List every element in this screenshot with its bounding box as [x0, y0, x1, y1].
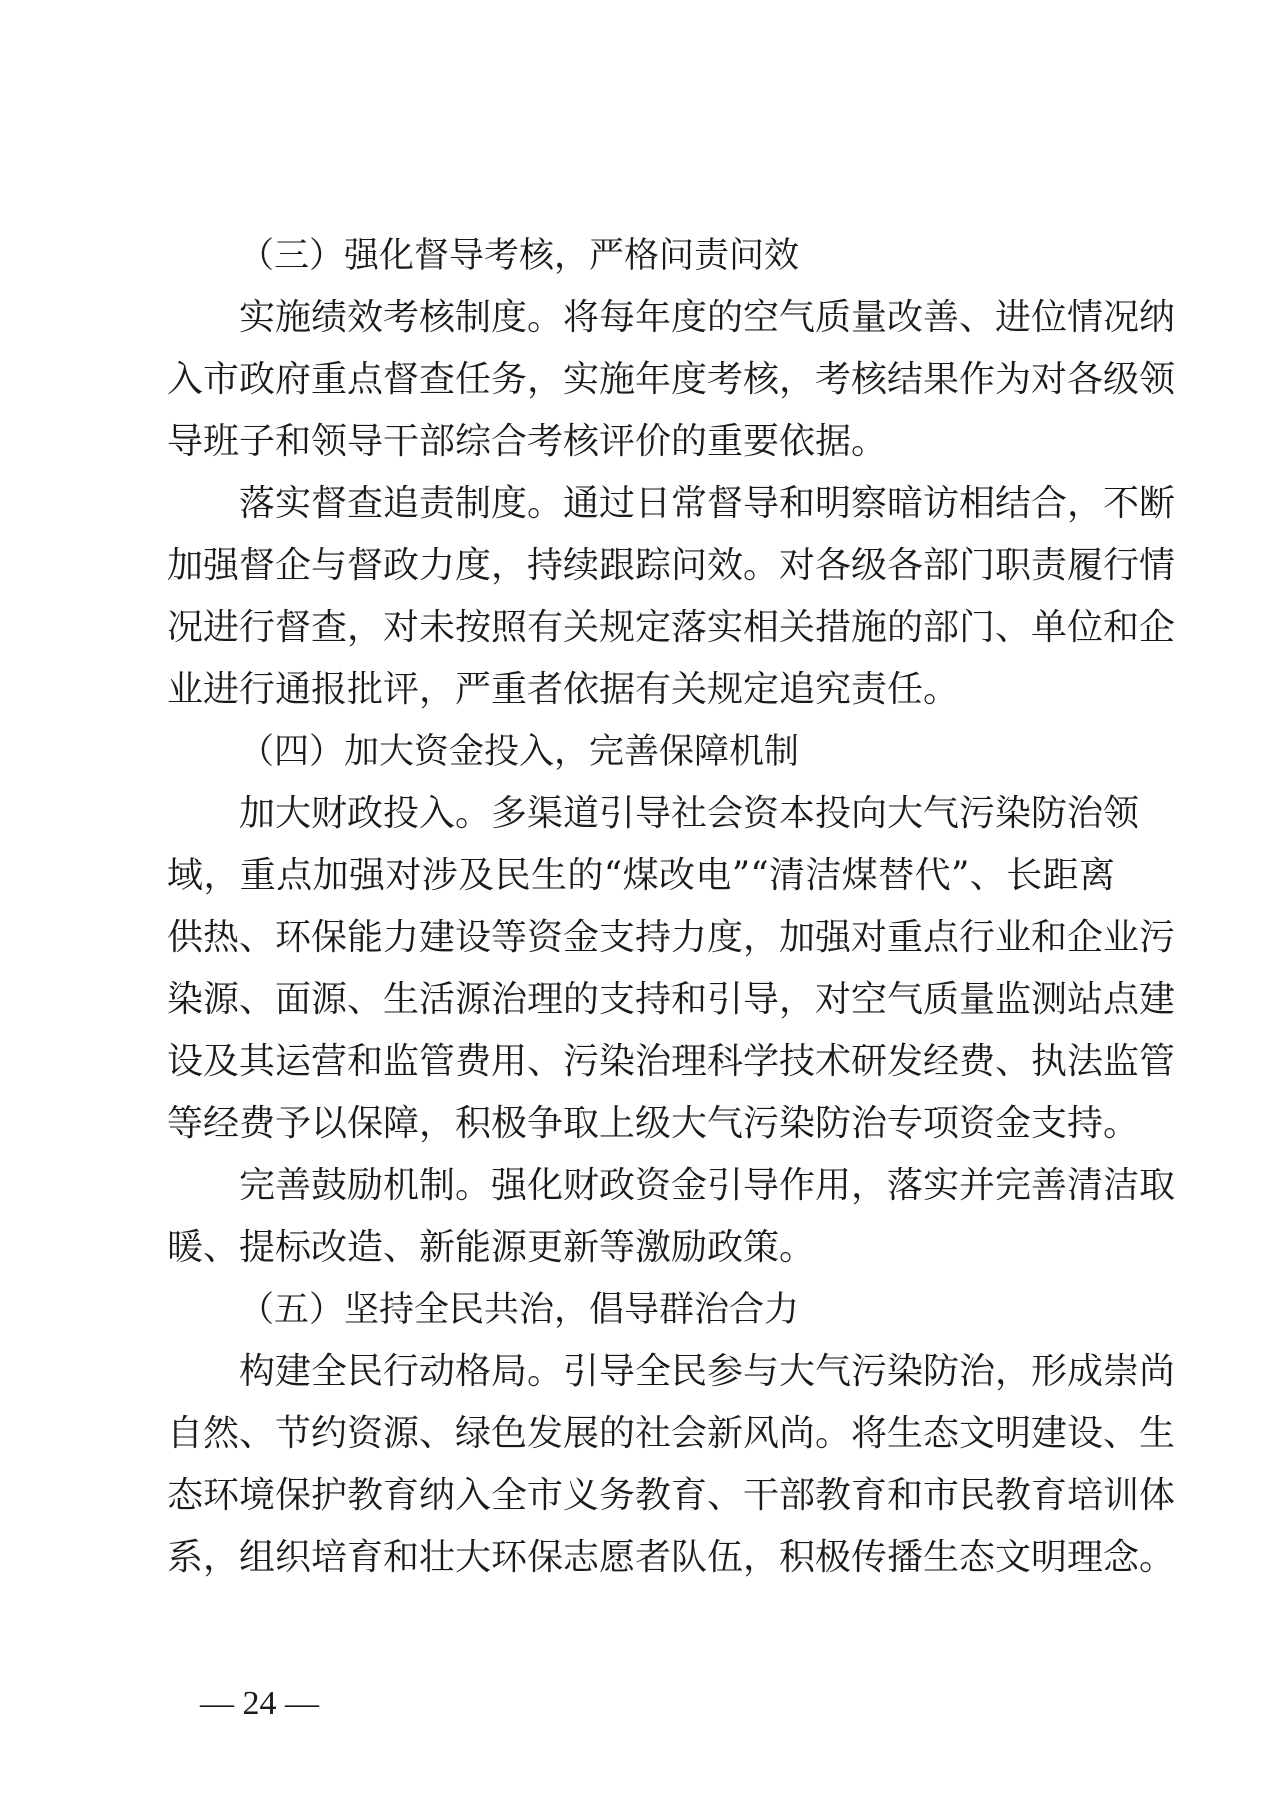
- section-heading-5: （五）坚持全民共治，倡导群治合力: [239, 1290, 800, 1330]
- paragraph-line: 实施绩效考核制度。将每年度的空气质量改善、进位情况纳: [239, 297, 1176, 338]
- paragraph-line: 入市政府重点督查任务，实施年度考核，考核结果作为对各级领: [167, 359, 1176, 400]
- paragraph-line: 构建全民行动格局。引导全民参与大气污染防治，形成崇尚: [239, 1351, 1176, 1392]
- paragraph-line: 域，重点加强对涉及民生的“煤改电”“清洁煤替代”、长距离: [167, 855, 1115, 896]
- paragraph-line: 自然、节约资源、绿色发展的社会新风尚。将生态文明建设、生: [167, 1413, 1176, 1454]
- paragraph-line: 况进行督查，对未按照有关规定落实相关措施的部门、单位和企: [167, 607, 1176, 648]
- document-body: [167, 225, 1176, 1589]
- paragraph-line: 完善鼓励机制。强化财政资金引导作用，落实并完善清洁取: [239, 1165, 1176, 1206]
- paragraph-line: 等经费予以保障，积极争取上级大气污染防治专项资金支持。: [167, 1103, 1140, 1144]
- paragraph-line: 供热、环保能力建设等资金支持力度，加强对重点行业和企业污: [167, 917, 1176, 958]
- paragraph-line: 加大财政投入。多渠道引导社会资本投向大气污染防治领: [239, 793, 1140, 834]
- paragraph-line: 暖、提标改造、新能源更新等激励政策。: [167, 1227, 816, 1268]
- paragraph-line: 导班子和领导干部综合考核评价的重要依据。: [167, 421, 888, 462]
- paragraph-line: 设及其运营和监管费用、污染治理科学技术研发经费、执法监管: [167, 1041, 1176, 1082]
- paragraph-line: 染源、面源、生活源治理的支持和引导，对空气质量监测站点建: [167, 979, 1176, 1020]
- paragraph-line: 态环境保护教育纳入全市义务教育、干部教育和市民教育培训体: [167, 1475, 1176, 1516]
- paragraph-line: 加强督企与督政力度，持续跟踪问效。对各级各部门职责履行情: [167, 545, 1176, 586]
- page-number: — 24 —: [200, 1685, 319, 1722]
- paragraph-line: 系，组织培育和壮大环保志愿者队伍，积极传播生态文明理念。: [167, 1537, 1176, 1578]
- section-heading-4: （四）加大资金投入，完善保障机制: [239, 732, 800, 772]
- paragraph-line: 落实督查追责制度。通过日常督导和明察暗访相结合，不断: [239, 483, 1176, 524]
- section-heading-3: （三）强化督导考核，严格问责问效: [239, 236, 800, 276]
- paragraph-line: 业进行通报批评，严重者依据有关规定追究责任。: [167, 669, 960, 710]
